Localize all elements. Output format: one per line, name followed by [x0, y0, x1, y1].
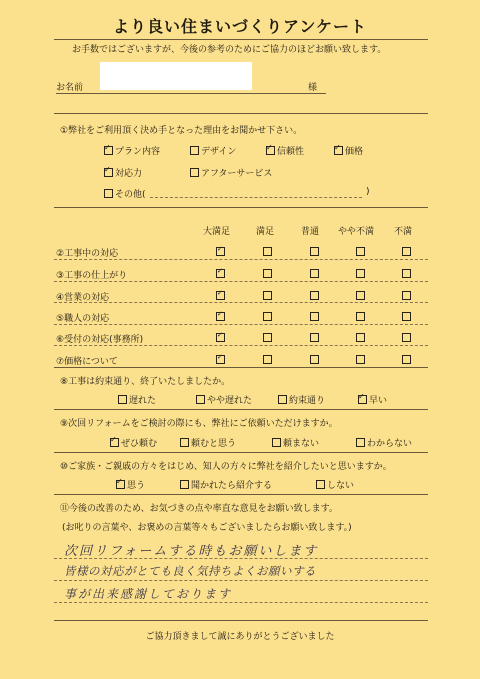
footer-thanks: ご協力頂きまして誠にありがとうございました: [145, 632, 335, 642]
rating-row-label: ④営業の対応: [56, 293, 110, 303]
q1-option-price[interactable]: ✓ 価格: [334, 144, 363, 157]
rating-checkbox[interactable]: [402, 333, 411, 342]
checkbox-icon: [190, 146, 199, 155]
checkbox-icon: [190, 168, 199, 177]
divider: [54, 494, 428, 495]
q1-question: ①弊社をご利用頂く決め手となった理由をお聞かせ下さい。: [60, 126, 303, 136]
q10-option-yes[interactable]: ✓思う: [116, 478, 145, 491]
divider: [54, 113, 428, 114]
checkbox-icon: [196, 395, 205, 404]
rating-checkbox[interactable]: [356, 291, 365, 300]
name-underline: [56, 93, 326, 94]
rating-checkbox[interactable]: [310, 355, 319, 364]
rating-checkbox-checked[interactable]: [216, 333, 225, 342]
rating-checkbox[interactable]: [310, 247, 319, 256]
rating-header: 不満: [394, 227, 413, 237]
rating-checkbox-checked[interactable]: [216, 247, 225, 256]
rating-checkbox[interactable]: [356, 312, 365, 321]
checkbox-checked-icon: [334, 146, 343, 155]
rating-checkbox-checked[interactable]: [216, 312, 225, 321]
rating-checkbox[interactable]: [263, 312, 272, 321]
rating-row-label: ⑥受付の対応(事務所): [56, 335, 144, 345]
rating-checkbox[interactable]: [263, 333, 272, 342]
rating-checkbox[interactable]: [402, 291, 411, 300]
q10-option-no[interactable]: しない: [316, 478, 354, 491]
q1-option-aftercare[interactable]: アフターサービス: [190, 166, 272, 179]
checkbox-icon: [272, 438, 281, 447]
handwritten-answer-line: 次回リフォームする時もお願いします: [64, 544, 319, 559]
q8-question: ⑧工事は約束通り、終了いたしましたか。: [60, 377, 231, 387]
q1-option-trust[interactable]: ✓ 信頼性: [266, 144, 304, 157]
rating-checkbox-checked[interactable]: [216, 355, 225, 364]
q9-option-definitely[interactable]: ✓ぜひ頼む: [110, 436, 157, 449]
rating-header: 満足: [256, 227, 275, 237]
checkbox-icon: [180, 480, 189, 489]
q1-other-close: ): [366, 187, 370, 197]
answer-line: [54, 602, 428, 603]
q8-option-slightly-late[interactable]: やや遅れた: [196, 393, 252, 406]
q1-option-design[interactable]: デザイン: [190, 144, 236, 157]
rating-checkbox-checked[interactable]: [216, 269, 225, 278]
checkbox-checked-icon: [110, 438, 119, 447]
checkbox-icon: [104, 189, 113, 198]
row-divider: [54, 324, 428, 325]
rating-checkbox[interactable]: [402, 312, 411, 321]
divider: [54, 39, 428, 40]
rating-header: 大満足: [203, 227, 231, 237]
handwritten-answer-line: 事が出来感謝しております: [64, 587, 233, 601]
divider: [54, 620, 428, 621]
checkbox-checked-icon: [104, 146, 113, 155]
rating-row-label: ③工事の仕上がり: [56, 271, 128, 281]
rating-checkbox[interactable]: [356, 269, 365, 278]
rating-row-label: ⑤職人の対応: [56, 314, 110, 324]
rating-row-label: ⑦価格について: [56, 357, 118, 367]
q11-question: ⑪今後の改善のため、お気づきの点や率直な意見をお願い致します。: [60, 504, 338, 514]
rating-row-label: ②工事中の対応: [56, 249, 119, 259]
answer-line: [54, 580, 428, 581]
q9-option-no[interactable]: 頼まない: [272, 436, 319, 449]
q9-question: ⑨次回リフォームをご検討の際にも、弊社にご依頼いただけますか。: [60, 419, 338, 429]
other-underline: [150, 197, 362, 198]
name-field-redacted: [100, 62, 252, 90]
checkbox-checked-icon: [116, 480, 125, 489]
divider: [54, 207, 428, 208]
q8-option-early[interactable]: ✓ 早い: [358, 393, 387, 406]
q8-option-late[interactable]: 遅れた: [118, 393, 156, 406]
divider: [54, 452, 428, 453]
rating-checkbox[interactable]: [310, 333, 319, 342]
rating-checkbox[interactable]: [310, 312, 319, 321]
rating-checkbox[interactable]: [263, 291, 272, 300]
page-title: より良い住まいづくりアンケート: [112, 17, 368, 36]
rating-header: やや不満: [338, 227, 375, 237]
rating-checkbox[interactable]: [356, 247, 365, 256]
rating-checkbox-checked[interactable]: [216, 291, 225, 300]
checkbox-checked-icon: [266, 146, 275, 155]
checkbox-checked-icon: [104, 168, 113, 177]
rating-checkbox[interactable]: [402, 355, 411, 364]
row-divider: [54, 345, 428, 346]
checkbox-icon: [278, 395, 287, 404]
rating-checkbox[interactable]: [263, 247, 272, 256]
rating-checkbox[interactable]: [310, 269, 319, 278]
row-divider: [54, 302, 428, 303]
rating-checkbox[interactable]: [263, 355, 272, 364]
rating-checkbox[interactable]: [310, 291, 319, 300]
checkbox-icon: [118, 395, 127, 404]
rating-checkbox[interactable]: [356, 355, 365, 364]
q10-option-if-asked[interactable]: 聞かれたら紹介する: [180, 478, 272, 491]
rating-checkbox[interactable]: [402, 247, 411, 256]
name-suffix: 様: [308, 83, 318, 93]
q10-question: ⑩ご家族・ご親戚の方々をはじめ、知人の方々に弊社を紹介したいと思いますか。: [60, 462, 392, 472]
q9-option-unsure[interactable]: わからない: [356, 436, 412, 449]
rating-checkbox[interactable]: [356, 333, 365, 342]
q1-option-other[interactable]: その他(: [104, 187, 146, 200]
q1-option-plan[interactable]: ✓プラン内容: [104, 144, 160, 157]
row-divider: [54, 259, 428, 260]
checkbox-icon: [356, 438, 365, 447]
rating-header: 普通: [301, 227, 320, 237]
intro-text: お手数ではございますが、今後の参考のためにご協力のほどお願い致します。: [72, 45, 387, 55]
q8-option-on-time[interactable]: 約束通り: [278, 393, 325, 406]
divider: [54, 409, 428, 410]
q11-subtext: (お叱りの言葉や、お褒めの言葉等々もございましたらお願い致します。): [62, 523, 352, 533]
checkbox-checked-icon: [358, 395, 367, 404]
rating-checkbox[interactable]: [263, 269, 272, 278]
row-divider: [54, 281, 428, 282]
checkbox-icon: [316, 480, 325, 489]
divider: [54, 367, 428, 368]
q1-option-response[interactable]: ✓対応力: [104, 166, 142, 179]
handwritten-answer-line: 皆様の対応がとても良く気持ちよくお願いする: [64, 564, 316, 578]
checkbox-icon: [180, 438, 189, 447]
rating-checkbox[interactable]: [402, 269, 411, 278]
name-label: お名前: [56, 83, 84, 93]
q9-option-probably[interactable]: 頼むと思う: [180, 436, 236, 449]
